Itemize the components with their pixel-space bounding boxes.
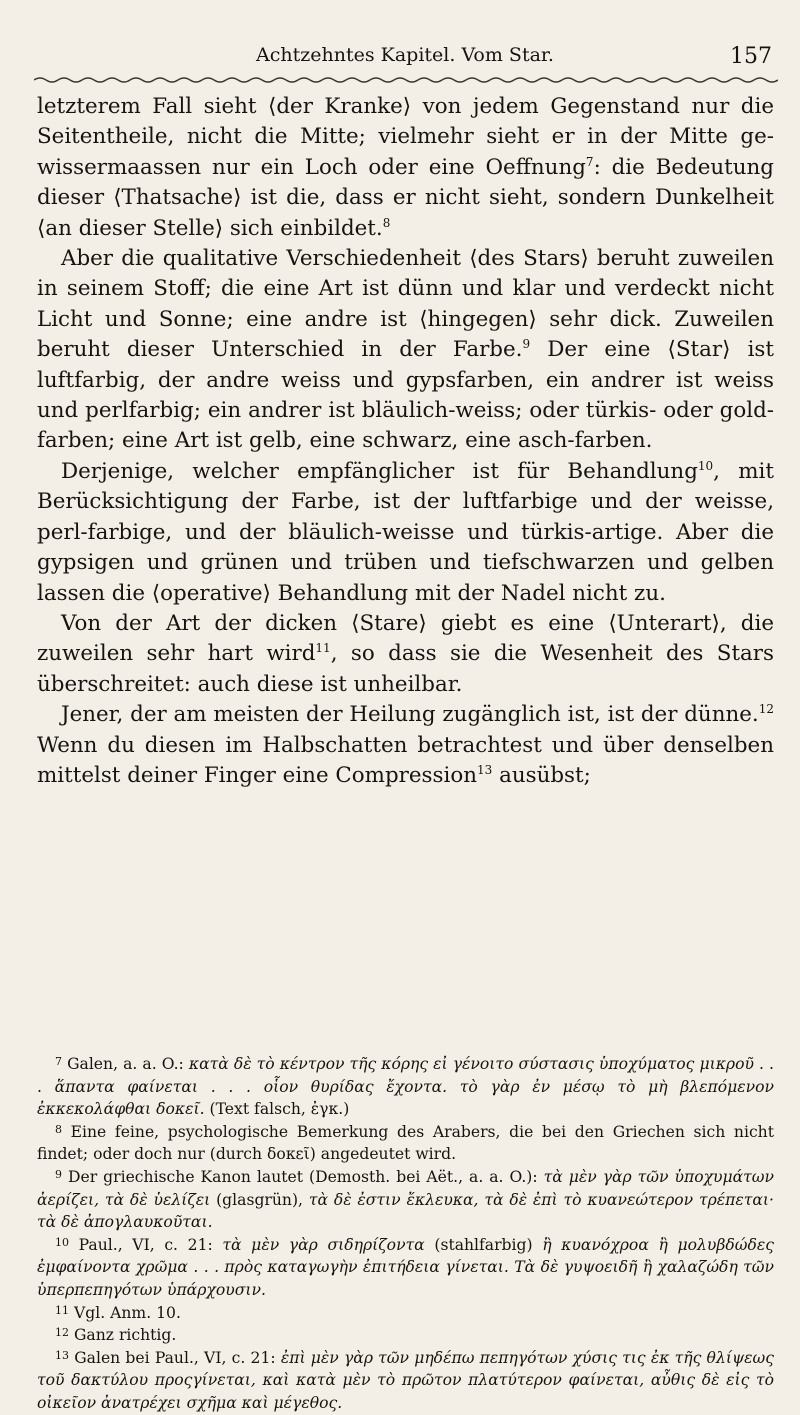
paragraph-4: Von der Art der dicken ⟨Stare⟩ giebt es eine ⟨Unterart⟩, die zuweilen sehr hart wird$^{11}$, so dass sie die Wesenheit des Stars überschreitet: auch diese ist unheilbar. (37, 610, 774, 697)
main-text (37, 92, 774, 791)
header-ornament-rule (34, 76, 778, 84)
footnote-11: $^{11}$ Vgl. Anm. 10. (55, 1303, 181, 1322)
footnote-10: $^{10}$ Paul., VI, c. 21: τὰ μὲν γὰρ σιδηρίζοντα (stahlfarbig) ἢ κυανόχροα ἢ μολυβδώδες ἐμφαίνοντα χρῶμα . . . πρὸς καταγωγὴν ἐπιτήδεια γίνεται. Τὰ δὲ γυψοειδῆ ἢ χαλαζώδη τῶν ὑπερπεπηγότων ὑπάρχουσιν. (37, 1235, 774, 1299)
paragraph-3: Derjenige, welcher empfänglicher ist für Behandlung$^{10}$, mit Berücksichtigung der Farbe, ist der luftfarbige und der weisse, perl-farbige, und der bläulich-weisse und türkis-artige. Aber die gypsigen und grünen und trüben und tiefschwarzen und gelben lassen die ⟨operative⟩ Behandlung mit der Nadel nicht zu. (37, 458, 774, 606)
paragraph-2: Aber die qualitative Verschiedenheit ⟨des Stars⟩ beruht zuweilen in seinem Stoff; die eine Art ist dünn und klar und verdeckt nicht Licht und Sonne; eine andre ist ⟨hingegen⟩ sehr dick. Zuweilen beruht dieser Unterschied in der Farbe.$^9$ Der eine ⟨Star⟩ ist luftfarbig, der andre weiss und gypsfarben, ein andrer ist weiss und perlfarbig; ein andrer ist bläulich-weiss; oder türkis- oder gold-farben; eine Art ist gelb, eine schwarz, eine asch-farben. (37, 246, 774, 454)
paragraph-1: letzterem Fall sieht ⟨der Kranke⟩ von jedem Gegenstand nur die Seitentheile, nicht die Mitte; vielmehr sieht er in der Mitte gewissermaassen nur ein Loch oder eine Oeffnung$^7$: die Bedeutung dieser ⟨Thatsache⟩ ist die, dass er nicht sieht, sondern Dunkelheit ⟨an dieser Stelle⟩ sich einbildet.$^8$ (37, 94, 774, 241)
footnote-8: $^8$ Eine feine, psychologische Bemerkung des Arabers, die bei den Griechen sich nicht findet; oder doch nur (durch δοκεῖ) angedeutet wird. (37, 1122, 774, 1164)
running-title: Achtzehntes Kapitel. Vom Star. (256, 44, 554, 66)
paragraph-5: Jener, der am meisten der Heilung zugänglich ist, ist der dünne.$^{12}$ Wenn du diesen im Halbschatten betrachtest und über denselben mittelst deiner Finger eine Compression$^{13}$ ausübst; (37, 702, 774, 788)
footnote-7: $^7$ Galen, a. a. O.: κατὰ δὲ τὸ κέντρον τῆς κόρης εἰ γένοιτο σύστασις ὑποχύματος μικροῦ . . . ἅπαντα φαίνεται . . . οἷον θυρίδας ἔχοντα. τὸ γὰρ ἐν μέσῳ τὸ μὴ βλεπόμενον ἐκκεκολάφθαι δοκεῖ. (Text falsch, ἐγκ.) (37, 1055, 774, 1119)
page-number: 157 (730, 44, 772, 69)
footnote-12: $^{12}$ Ganz richtig. (55, 1326, 177, 1345)
running-header (36, 42, 774, 72)
footnote-13: $^{13}$ Galen bei Paul., VI, c. 21: ἐπὶ μὲν γὰρ τῶν μηδέπω πεπηγότων χύσις τις ἐκ τῆς θλίψεως τοῦ δακτύλου προςγίνεται, καὶ κατὰ μὲν τὸ πρῶτον πλατύτερον φαίνεται, αὖθις δὲ εἰς τὸ οἰκεῖον ἀνατρέχει σχῆμα καὶ μέγεθος. (37, 1348, 774, 1412)
footnotes (37, 1053, 774, 1415)
footnote-9: $^9$ Der griechische Kanon lautet (Demosth. bei Aët., a. a. O.): τὰ μὲν γὰρ τῶν ὑποχυμάτων ἀερίζει, τὰ δὲ ὑελίζει (glasgrün), τὰ δὲ ἐστιν ἔκλευκα, τὰ δὲ ἐπὶ τὸ κυανεώτερον τρέπεται· τὰ δὲ ἀπογλαυκοῦται. (37, 1167, 775, 1232)
